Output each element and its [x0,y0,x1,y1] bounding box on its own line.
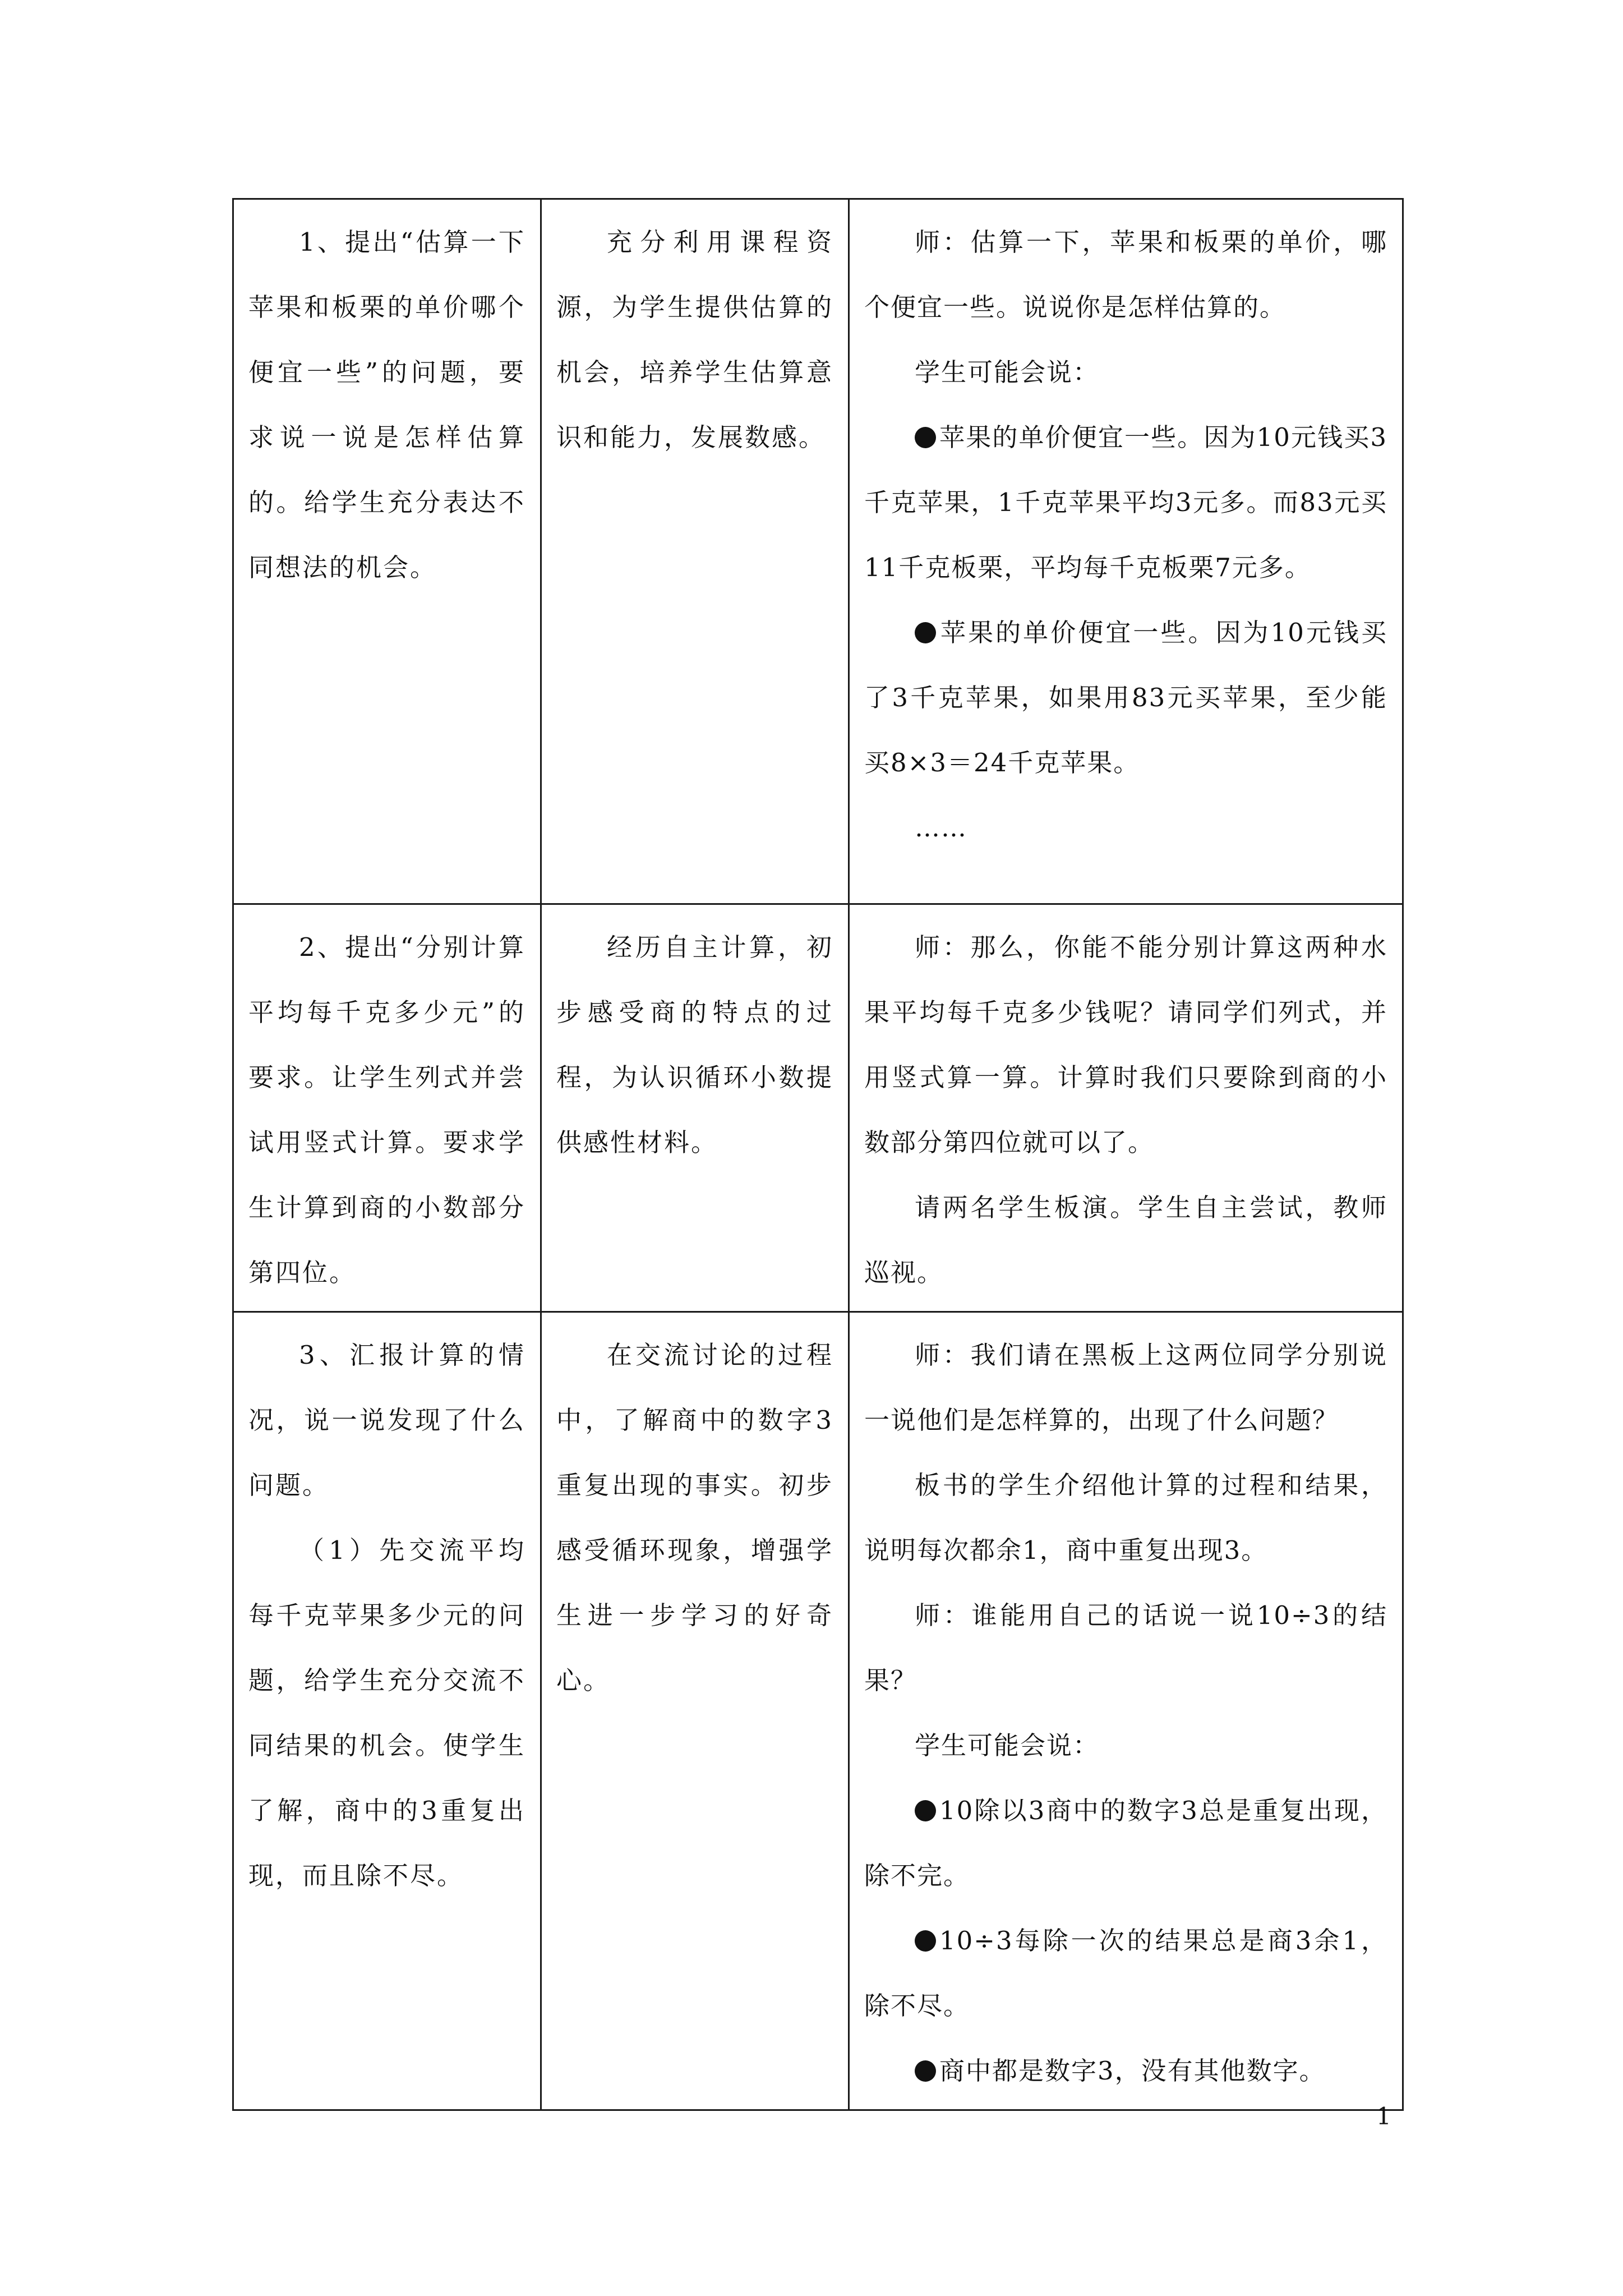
intent-cell [541,904,849,1312]
intent-cell [541,1312,849,2110]
process-paragraph: 学生可能会说： [915,1731,1100,1760]
bullet-icon [915,427,936,448]
table-row [233,199,1403,904]
process-cell [849,199,1403,904]
activity-paragraph: （1）先交流平均每千克苹果多少元的问题，给学生充分交流不同结果的机会。使学生了解，商中的3重复出现，而且除不尽。 [248,1535,525,1890]
process-paragraph: 师：谁能用自己的话说一说10÷3的结果？ [864,1600,1387,1695]
bullet-paragraph [864,405,1387,600]
process-paragraph: 板书的学生介绍他计算的过程和结果，说明每次都余1，商中重复出现3。 [864,1470,1387,1565]
lesson-plan-table [232,198,1404,2111]
bullet-text: 苹果的单价便宜一些。因为10元钱买了3千克苹果，如果用83元买苹果，至少能买8×3＝24千克苹果。 [864,618,1387,777]
process-paragraph: 师：我们请在黑板上这两位同学分别说一说他们是怎样算的，出现了什么问题？ [864,1340,1387,1435]
bullet-icon [915,622,936,643]
activity-cell [233,904,541,1312]
process-paragraph: 学生可能会说： [915,357,1100,387]
bullet-text: 商中都是数字3，没有其他数字。 [939,2056,1326,2086]
activity-paragraph: 3、汇报计算的情况，说一说发现了什么问题。 [248,1340,525,1500]
bullet-text: 10÷3每除一次的结果总是商3余1，除不尽。 [864,1926,1387,2021]
bullet-icon [915,2060,936,2082]
process-cell [849,1312,1403,2110]
bullet-text: 苹果的单价便宜一些。因为10元钱买3千克苹果，1千克苹果平均3元多。而83元买11千克板栗，平均每千克板栗7元多。 [864,422,1387,582]
bullet-paragraph [864,2039,1387,2104]
bullet-paragraph [864,1908,1387,2039]
process-paragraph: 师：估算一下，苹果和板栗的单价，哪个便宜一些。说说你是怎样估算的。 [864,227,1387,322]
activity-cell [233,199,541,904]
activity-paragraph: 1、提出“估算一下苹果和板栗的单价哪个便宜一些”的问题，要求说一说是怎样估算的。给学生充分表达不同想法的机会。 [248,227,525,582]
intent-paragraph: 在交流讨论的过程中，了解商中的数字3重复出现的事实。初步感受循环现象，增强学生进一步学习的好奇心。 [556,1340,833,1695]
process-paragraph: 师：那么，你能不能分别计算这两种水果平均每千克多少钱呢？请同学们列式，并用竖式算一算。计算时我们只要除到商的小数部分第四位就可以了。 [864,932,1387,1157]
intent-paragraph: 经历自主计算，初步感受商的特点的过程，为认识循环小数提供感性材料。 [556,932,833,1157]
bullet-icon [915,1930,936,1952]
bullet-icon [915,1800,936,1821]
table-row [233,904,1403,1312]
process-paragraph: …… [915,813,967,843]
activity-cell [233,1312,541,2110]
intent-cell [541,199,849,904]
bullet-text: 10除以3商中的数字3总是重复出现，除不完。 [864,1796,1387,1890]
bullet-paragraph [864,1778,1387,1908]
intent-paragraph: 充分利用课程资源，为学生提供估算的机会，培养学生估算意识和能力，发展数感。 [556,227,833,452]
table-row [233,1312,1403,2110]
bullet-paragraph [864,600,1387,795]
process-paragraph: 请两名学生板演。学生自主尝试，教师巡视。 [864,1193,1387,1287]
activity-paragraph: 2、提出“分别计算平均每千克多少元”的要求。让学生列式并尝试用竖式计算。要求学生计算到商的小数部分第四位。 [248,932,525,1287]
page-number: 1 [1376,2102,1391,2130]
process-cell [849,904,1403,1312]
